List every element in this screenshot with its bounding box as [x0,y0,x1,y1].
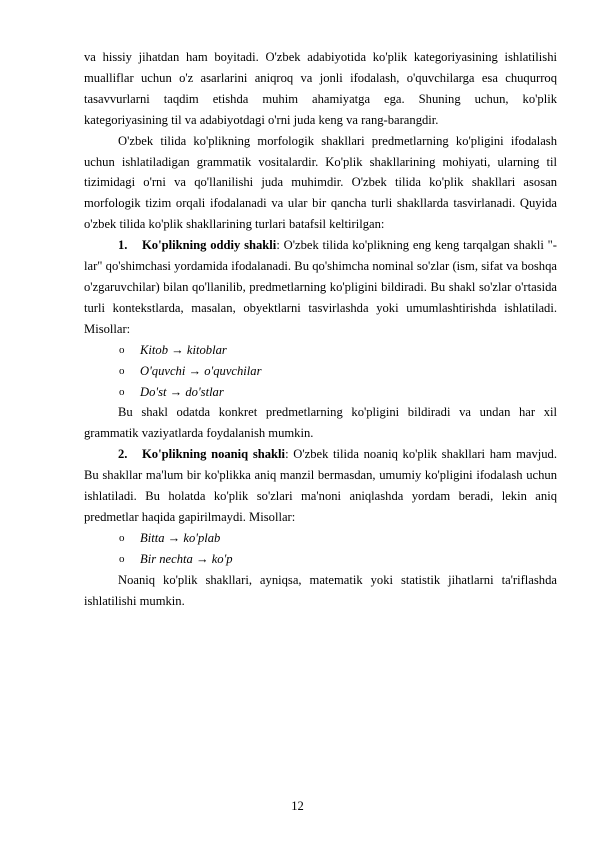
list-item-heading: Ko'plikning noaniq shakli [142,447,286,462]
list-item-2 [84,444,557,528]
bullet-icon: o [119,343,125,356]
document-page [84,47,557,611]
example-item: o Kitob → kitoblar [84,340,557,361]
example-item: o Bitta → ko'plab [84,528,557,549]
paragraph-intro: va hissiy jihatdan ham boyitadi. O'zbek adabiyotida ko'plik kategoriyasining ishlatilishi mualliflar uchun o'z asarlarini aniqroq va jonli ifodalash, o'quvchilarga esa chuqurroq tasavvurlarni taqdim etishda muhim ahamiyatga ega. Shuning uchun, ko'plik kategoriyasining til va adabiyotdagi o'rni juda keng va rang-barangdir. [84,50,557,127]
bullet-icon: o [119,364,125,377]
example-list-1 [84,340,557,403]
example-item: o O'quvchi → o'quvchilar [84,361,557,382]
list-item-text: : O'zbek tilida ko'plikning eng keng tarqalgan shakli "-lar" qo'shimchasi yordamida ifodalanadi. Bu qo'shimcha nominal so'zlar (ism, sifat va boshqa o'zgaruvchilar) bilan qo'llanilib, predmetlarning ko'pligini bildiradi. Bu shakl so'zlar o'rtasida turli kontekstlarda, masalan, obyektlarni tasvirlashda yoki umumlashtirishda ishlatiladi. Misollar: [84,238,557,336]
list-item-heading: Ko'plikning oddiy shakli [142,238,277,253]
paragraph-morphology: O'zbek tilida ko'plikning morfologik shakllari predmetlarning ko'pligini ifodalash uchun ishlatiladigan grammatik vositalardir. Ko'plik shakllarining mohiyati, ularning til tizimidagi o'rni va qo'llanilishi juda muhimdir. O'zbek tilida ko'plik shakllari asosan morfologik tizim orqali ifodalanadi va ular bir qancha turli shakllarda tasvirlanadi. Quyida o'zbek tilida ko'plik shakllarining turlari batafsil keltirilgan: [84,133,557,232]
list-item-1 [84,235,557,340]
list-item-number: 1. [118,238,128,253]
page-number: 12 [291,799,304,813]
example-list-2 [84,528,557,570]
bullet-icon: o [119,385,125,398]
paragraph-item-2-after: Noaniq ko'plik shakllari, ayniqsa, matematik yoki statistik jihatlarni ta'riflashda ishlatilishi mumkin. [84,572,557,608]
list-item-number: 2. [118,447,128,462]
example-item: o Do'st → do'stlar [84,382,557,403]
paragraph-item-1-after: Bu shakl odatda konkret predmetlarning ko'pligini bildiradi va undan har xil grammatik vaziyatlarda foydalanish mumkin. [84,405,557,441]
list-item-text: : O'zbek tilida noaniq ko'plik shakllari ham mavjud. Bu shakllar ma'lum bir ko'plikka aniq manzil bermasdan, umumiy ko'pligini ifodalash uchun ishlatiladi. Bu holatda ko'plik so'zlari ma'noni aniqlashda yordam beradi, lekin aniq predmetlar haqida gapirilmaydi. Misollar: [84,447,557,524]
example-item: o Bir nechta → ko'p [84,549,557,570]
bullet-icon: o [119,552,125,565]
bullet-icon: o [119,531,125,544]
